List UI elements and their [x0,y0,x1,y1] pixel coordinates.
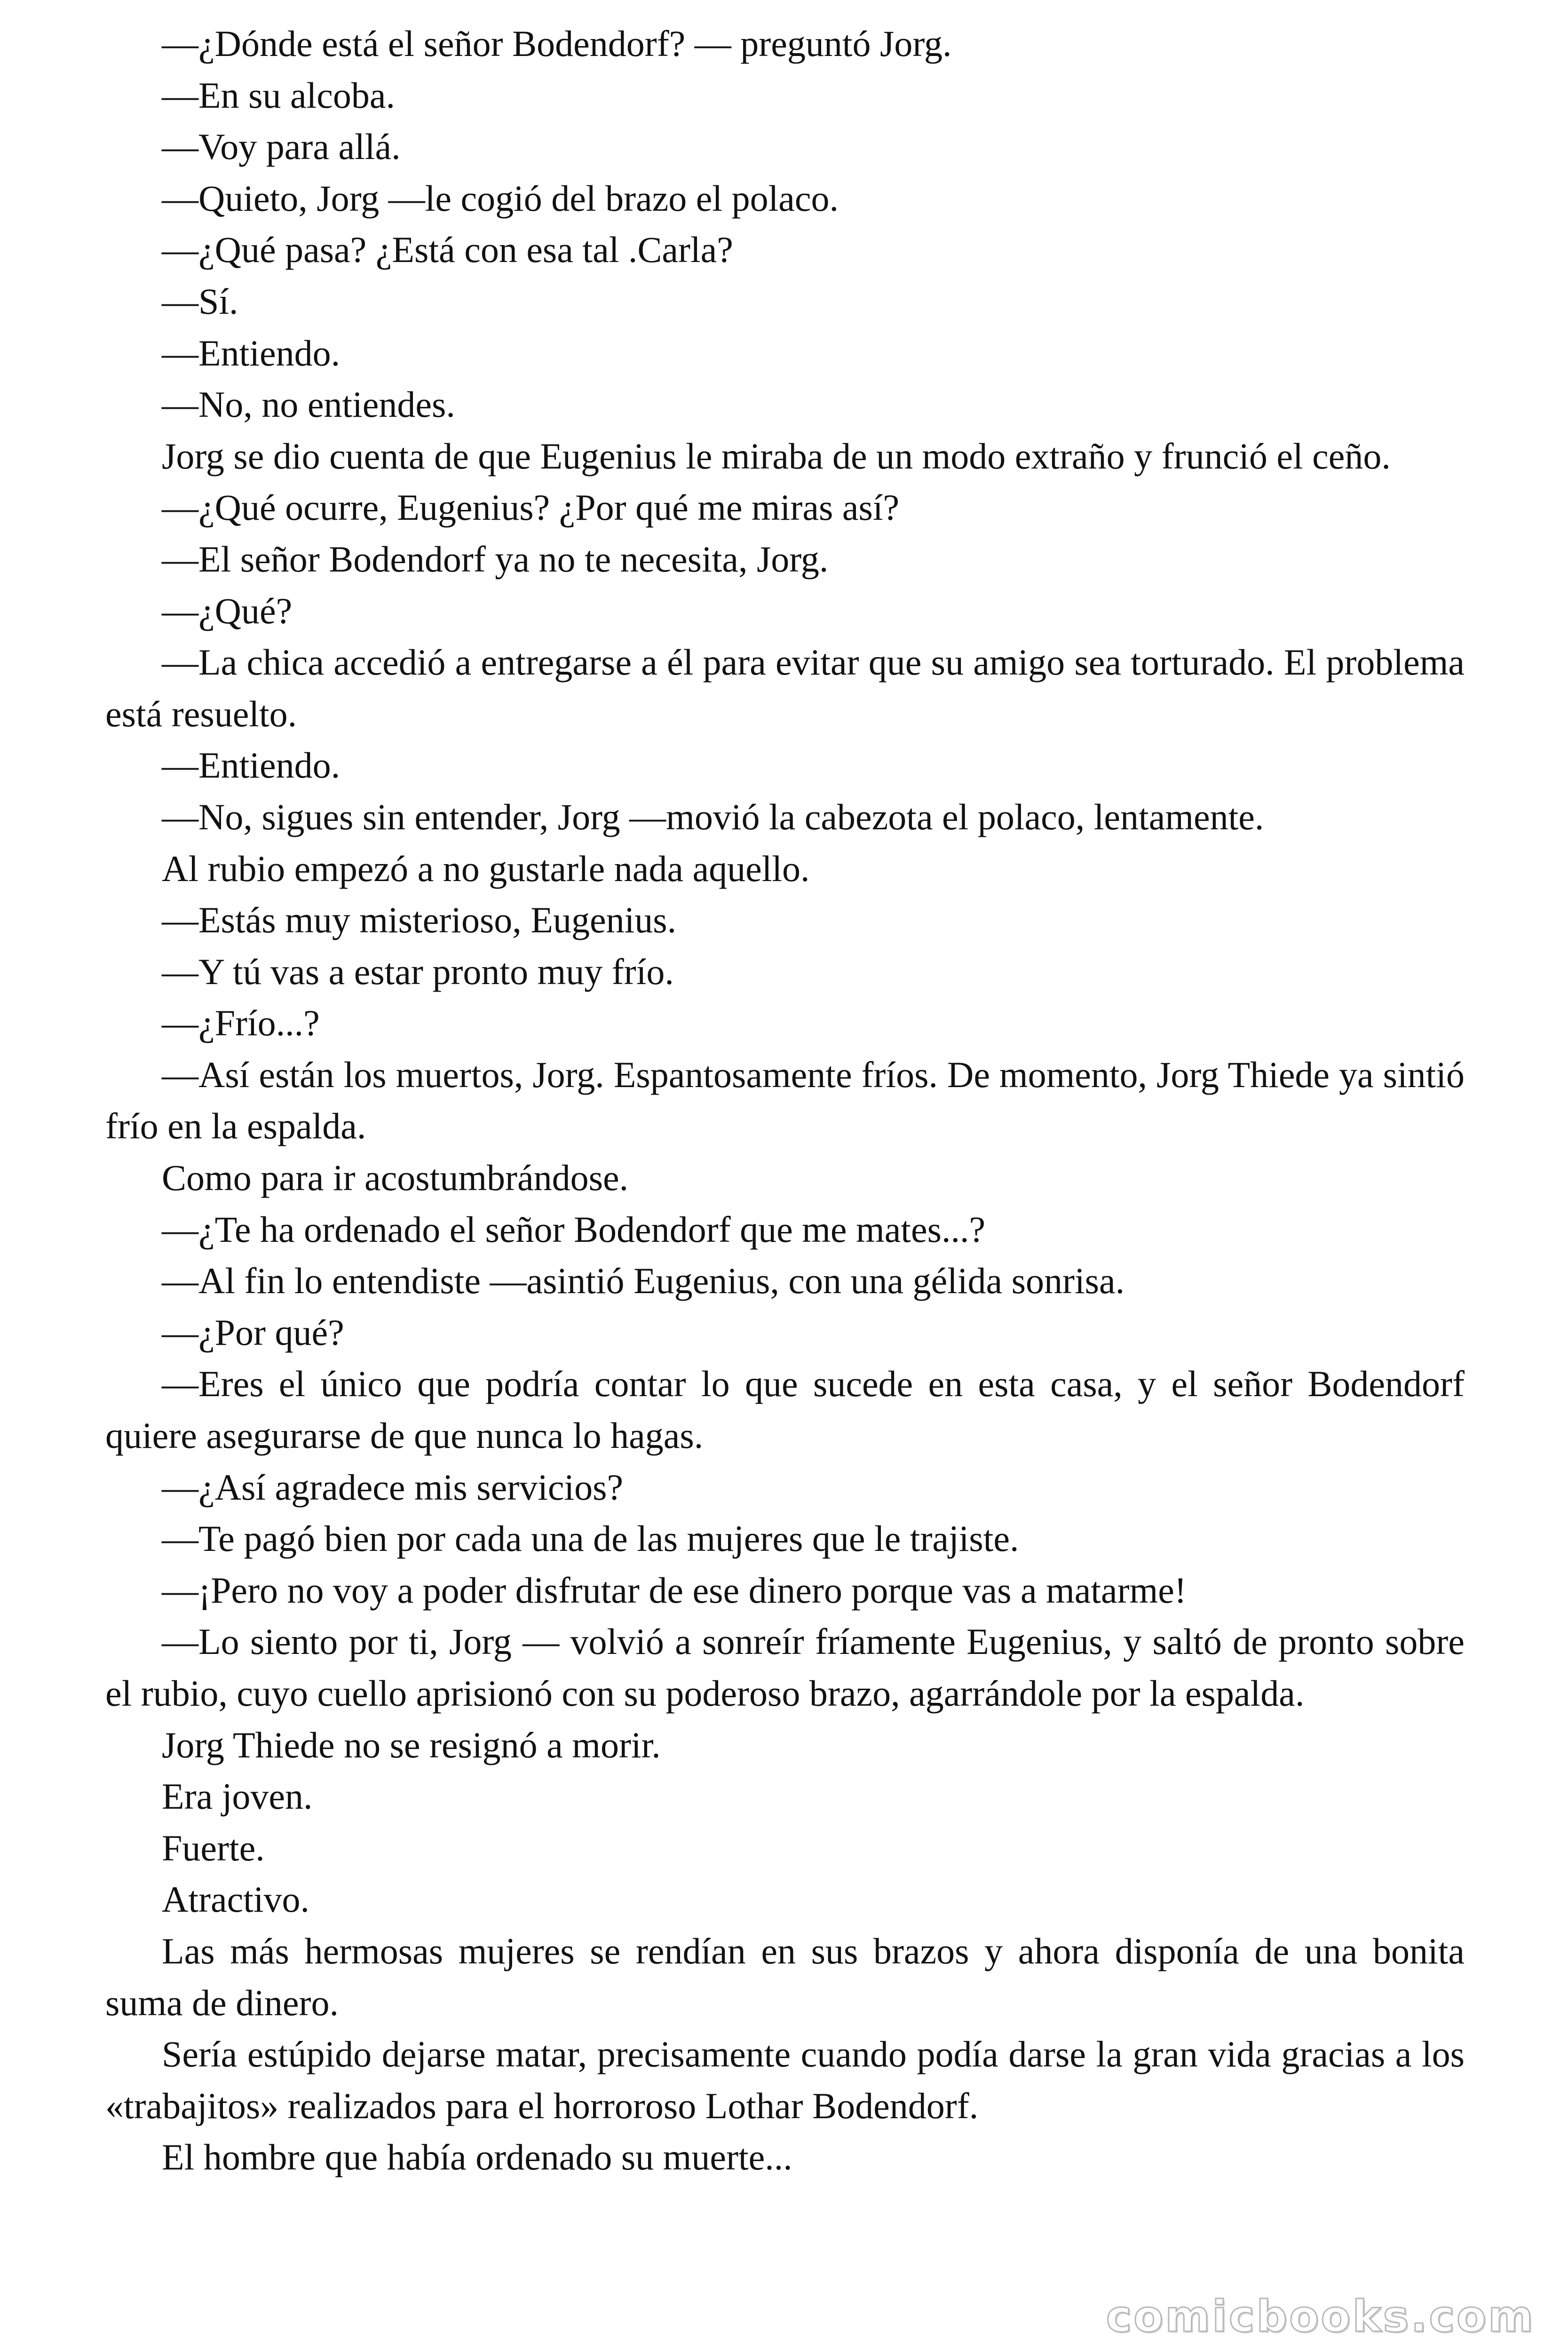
paragraph: Jorg se dio cuenta de que Eugenius le miraba de un modo extraño y frunció el ceño. [162,435,1391,477]
paragraph: —Y tú vas a estar pronto muy frío. [162,951,674,992]
paragraph: Fuerte. [162,1827,265,1868]
paragraph: Era joven. [162,1776,313,1817]
paragraph: —Entiendo. [162,332,341,373]
paragraph: —Voy para allá. [162,126,401,167]
paragraph: —El señor Bodendorf ya no te necesita, Jorg. [162,538,829,580]
paragraph: —¿Qué? [162,590,293,631]
paragraph: —¿Frío...? [162,1002,320,1044]
paragraph: Al rubio empezó a no gustarle nada aquello. [162,848,810,889]
paragraph: Las más hermosas mujeres se rendían en sus brazos y ahora disponía de una bonita suma de dinero. [105,1930,1465,2023]
paragraph: —¿Así agradece mis servicios? [162,1466,624,1508]
paragraph: —Eres el único que podría contar lo que sucede en esta casa, y el señor Bodendorf quiere asegurarse de que nunca lo hagas. [105,1363,1465,1456]
paragraph: —¿Te ha ordenado el señor Bodendorf que me mates...? [162,1208,986,1250]
paragraph: —Al fin lo entendiste —asintió Eugenius, con una gélida sonrisa. [162,1260,1125,1302]
paragraph: —Entiendo. [162,745,341,786]
paragraph: —Quieto, Jorg —le cogió del brazo el polaco. [162,177,839,219]
paragraph: —Así están los muertos, Jorg. Espantosamente fríos. De momento, Jorg Thiede ya sintió frío en la espalda. [105,1054,1465,1147]
paragraph: El hombre que había ordenado su muerte... [162,2137,792,2178]
paragraph: Atractivo. [162,1879,310,1920]
paragraph: —¡Pero no voy a poder disfrutar de ese dinero porque vas a matarme! [162,1569,1187,1611]
paragraph: —Te pagó bien por cada una de las mujeres que le trajiste. [162,1518,1019,1559]
paragraph: —Lo siento por ti, Jorg — volvió a sonreír fríamente Eugenius, y saltó de pronto sobre el rubio, cuyo cuello aprisionó con su poderoso brazo, agarrándole por la espalda. [105,1621,1465,1714]
paragraph: —¿Dónde está el señor Bodendorf? — preguntó Jorg. [162,23,952,64]
paragraph: —Sí. [162,280,238,322]
paragraph: —¿Por qué? [162,1311,344,1353]
paragraph: —La chica accedió a entregarse a él para evitar que su amigo sea torturado. El problema está resuelto. [105,642,1465,734]
book-page-text [105,18,1465,2183]
paragraph: —En su alcoba. [162,74,396,116]
paragraph: —¿Qué ocurre, Eugenius? ¿Por qué me miras así? [162,487,900,528]
paragraph: Sería estúpido dejarse matar, precisamente cuando podía darse la gran vida gracias a los «trabajitos» realizados para el horroroso Lothar Bodendorf. [105,2034,1465,2126]
paragraph: —No, sigues sin entender, Jorg —movió la cabezota el polaco, lentamente. [162,796,1264,837]
paragraph: Como para ir acostumbrándose. [162,1157,629,1199]
paragraph: —¿Qué pasa? ¿Está con esa tal .Carla? [162,229,733,270]
paragraph: —No, no entiendes. [162,384,455,425]
watermark: comicbooks.com [1106,2291,1535,2342]
paragraph: Jorg Thiede no se resignó a morir. [162,1724,661,1765]
paragraph: —Estás muy misterioso, Eugenius. [162,899,677,941]
